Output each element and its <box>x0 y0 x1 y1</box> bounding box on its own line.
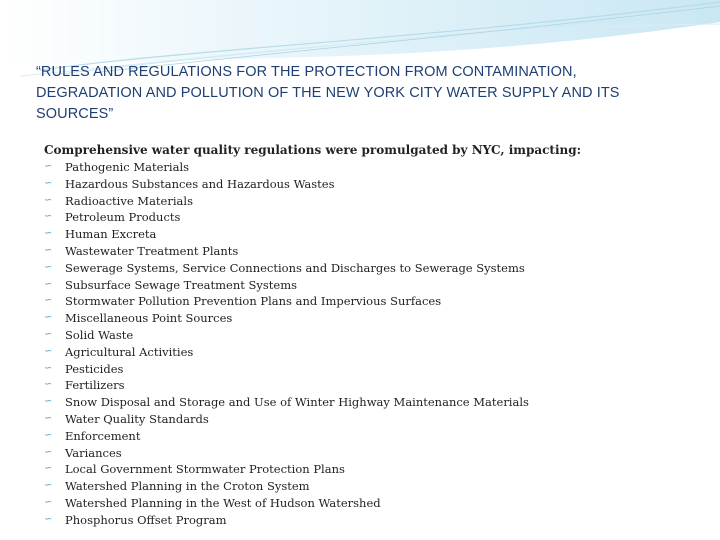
wave-bullet-icon: ∽ <box>44 261 53 273</box>
wave-bullet-icon: ∽ <box>44 228 53 240</box>
wave-bullet-icon: ∽ <box>44 412 53 424</box>
list-item-label: Pathogenic Materials <box>65 160 190 174</box>
list-item-label: Solid Waste <box>65 327 134 342</box>
list-item <box>44 193 684 210</box>
list-item <box>44 512 684 529</box>
wave-bullet-icon: ∽ <box>44 161 53 172</box>
list-item-label: Human Excreta <box>65 227 157 242</box>
list-item <box>44 327 684 344</box>
wave-bullet-icon: ∽ <box>44 211 53 223</box>
slide-content <box>44 142 684 529</box>
slide-title: “RULES AND REGULATIONS FOR THE PROTECTION FROM CONTAMINATION, DEGRADATION AND POLLUTION OF THE NEW YORK CITY WATER SUPPLY AND ITS SOURCES” <box>36 64 620 122</box>
wave-bullet-icon: ∽ <box>44 396 53 408</box>
list-item <box>44 260 684 277</box>
wave-bullet-icon: ∽ <box>44 463 53 475</box>
list-item-label: Water Quality Standards <box>65 411 209 426</box>
wave-bullet-icon: ∽ <box>44 295 53 307</box>
list-item <box>44 310 684 327</box>
list-item-label: Petroleum Products <box>65 210 181 225</box>
list-item-label: Enforcement <box>65 428 141 443</box>
list-item-label: Pesticides <box>65 361 124 376</box>
list-item <box>44 478 684 495</box>
list-item-label: Wastewater Treatment Plants <box>65 243 239 258</box>
list-item <box>44 377 684 394</box>
list-item <box>44 344 684 361</box>
list-item-label: Radioactive Materials <box>65 193 193 208</box>
list-item-label: Miscellaneous Point Sources <box>65 311 233 326</box>
wave-bullet-icon: ∽ <box>44 312 53 324</box>
list-item <box>44 445 684 462</box>
list-item-label: Variances <box>65 445 122 460</box>
list-item <box>44 226 684 243</box>
wave-bullet-icon: ∽ <box>44 194 53 206</box>
wave-bullet-icon: ∽ <box>44 496 53 508</box>
list-item-label: Watershed Planning in the West of Hudson Watershed <box>65 495 381 510</box>
list-item <box>44 293 684 310</box>
list-item-label: Watershed Planning in the Croton System <box>65 479 310 494</box>
list-item-label: Fertilizers <box>65 378 125 393</box>
list-item-label: Phosphorus Offset Program <box>65 512 227 527</box>
list-item-label: Subsurface Sewage Treatment Systems <box>65 277 298 292</box>
wave-bullet-icon: ∽ <box>44 244 53 256</box>
regulation-topics-list <box>44 159 684 529</box>
list-item-label: Hazardous Substances and Hazardous Wastes <box>65 176 335 191</box>
list-item-label: Snow Disposal and Storage and Use of Winter Highway Maintenance Materials <box>65 395 529 410</box>
wave-bullet-icon: ∽ <box>44 362 53 374</box>
list-item-label: Local Government Stormwater Protection Plans <box>65 462 345 477</box>
list-item <box>44 411 684 428</box>
list-item <box>44 277 684 294</box>
wave-bullet-icon: ∽ <box>44 345 53 357</box>
list-item <box>44 495 684 512</box>
list-item <box>44 209 684 226</box>
list-item <box>44 176 684 193</box>
list-item-label: Sewerage Systems, Service Connections and Discharges to Sewerage Systems <box>65 260 525 275</box>
wave-bullet-icon: ∽ <box>44 328 53 340</box>
wave-bullet-icon: ∽ <box>44 429 53 441</box>
list-item <box>44 461 684 478</box>
wave-bullet-icon: ∽ <box>44 480 53 492</box>
list-item <box>44 394 684 411</box>
wave-bullet-icon: ∽ <box>44 513 53 525</box>
list-item <box>44 159 684 176</box>
wave-bullet-icon: ∽ <box>44 446 53 458</box>
list-item-label: Stormwater Pollution Prevention Plans and Impervious Surfaces <box>65 294 442 309</box>
list-item-label: Agricultural Activities <box>65 344 194 359</box>
list-item <box>44 243 684 260</box>
wave-bullet-icon: ∽ <box>44 177 53 189</box>
wave-bullet-icon: ∽ <box>44 278 53 290</box>
list-item <box>44 428 684 445</box>
list-item <box>44 361 684 378</box>
wave-bullet-icon: ∽ <box>44 379 53 391</box>
intro-text: Comprehensive water quality regulations were promulgated by NYC, impacting: <box>44 143 582 157</box>
